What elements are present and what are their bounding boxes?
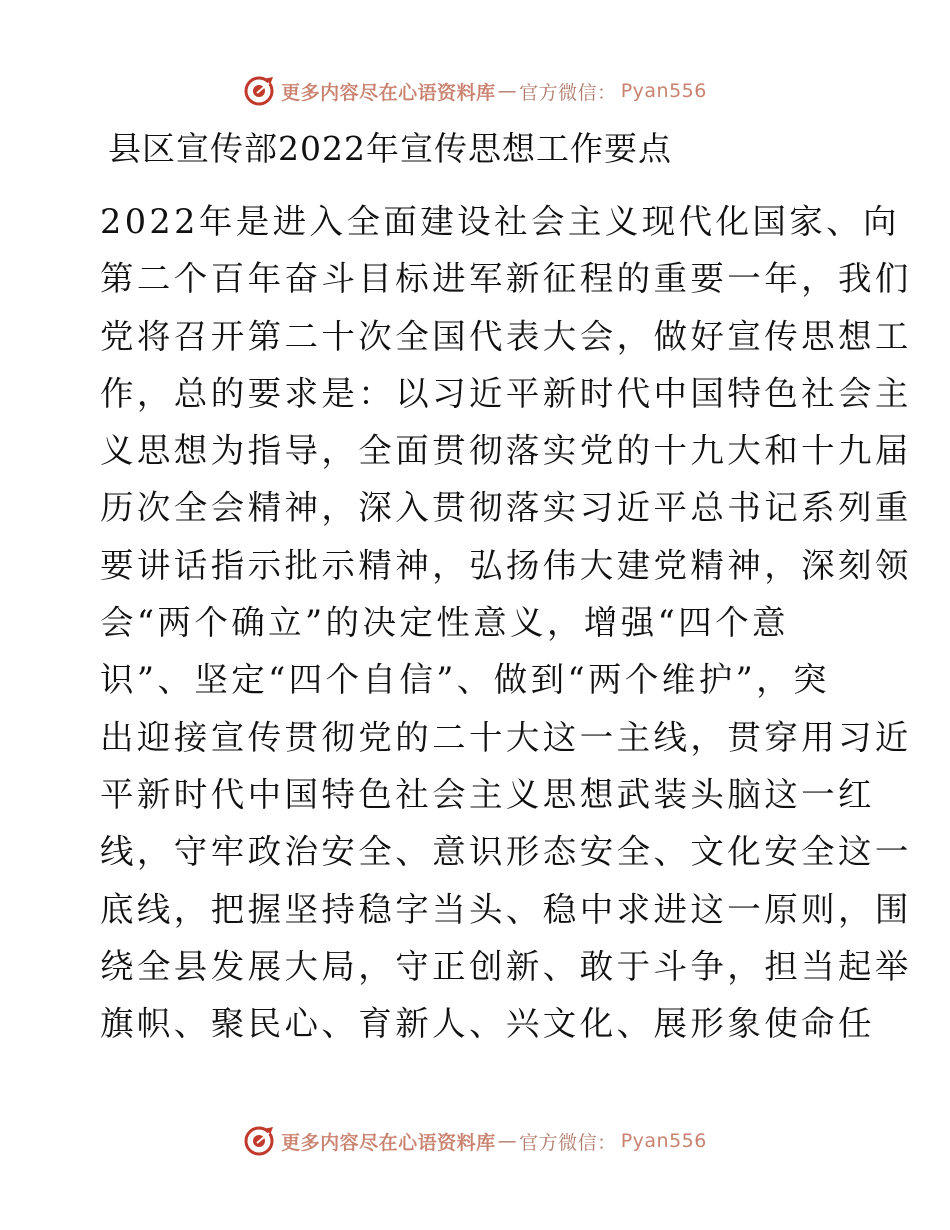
- watermark-dash: —: [497, 1130, 518, 1152]
- body-line: 会“两个确立”的决定性意义，增强“四个意: [100, 603, 789, 643]
- watermark-banner-bottom: [0, 1121, 950, 1161]
- watermark-label: 官方微信：: [519, 81, 617, 104]
- body-line: 第二个百年奋斗目标进军新征程的重要一年，我们: [100, 259, 912, 299]
- body-line: 旗帜、聚民心、育新人、兴文化、展形象使命任: [100, 1004, 875, 1044]
- body-line: 党将召开第二十次全国代表大会，做好宣传思想工: [100, 316, 912, 356]
- watermark-label: 官方微信：: [519, 1131, 617, 1154]
- body-line: 识”、坚定“四个自信”、做到“两个维护”，突: [100, 660, 830, 700]
- body-line: 平新时代中国特色社会主义思想武装头脑这一红: [100, 774, 875, 814]
- body-line: 出迎接宣传贯彻党的二十大这一主线，贯穿用习近: [100, 717, 912, 757]
- watermark-handle: Pyan556: [620, 1130, 707, 1152]
- body-line: 底线，把握坚持稳字当头、稳中求进这一原则，围: [100, 889, 912, 929]
- watermark-dash: —: [497, 80, 518, 102]
- body-line: 作，总的要求是：以习近平新时代中国特色社会主: [100, 373, 912, 413]
- body-line: 要讲话指示批示精神，弘扬伟大建党精神，深刻领: [100, 545, 912, 585]
- watermark-title: 更多内容尽在心语资料库: [281, 81, 496, 104]
- body-line: 绕全县发展大局，守正创新、敢于斗争，担当起举: [100, 946, 912, 986]
- logo-icon: [243, 75, 275, 107]
- body-line: 历次全会精神，深入贯彻落实习近平总书记系列重: [100, 488, 912, 528]
- body-line: 2022年是进入全面建设社会主义现代化国家、向: [100, 202, 900, 241]
- logo-icon: [243, 1125, 275, 1157]
- watermark-title: 更多内容尽在心语资料库: [281, 1131, 496, 1154]
- document-body: [100, 193, 912, 1052]
- watermark-handle: Pyan556: [620, 80, 707, 102]
- body-line: 义思想为指导，全面贯彻落实党的十九大和十九届: [100, 431, 912, 471]
- watermark-banner-top: [0, 71, 950, 111]
- document-title: 县区宣传部2022年宣传思想工作要点: [108, 129, 672, 168]
- body-line: 线，守牢政治安全、意识形态安全、文化安全这一: [100, 832, 912, 872]
